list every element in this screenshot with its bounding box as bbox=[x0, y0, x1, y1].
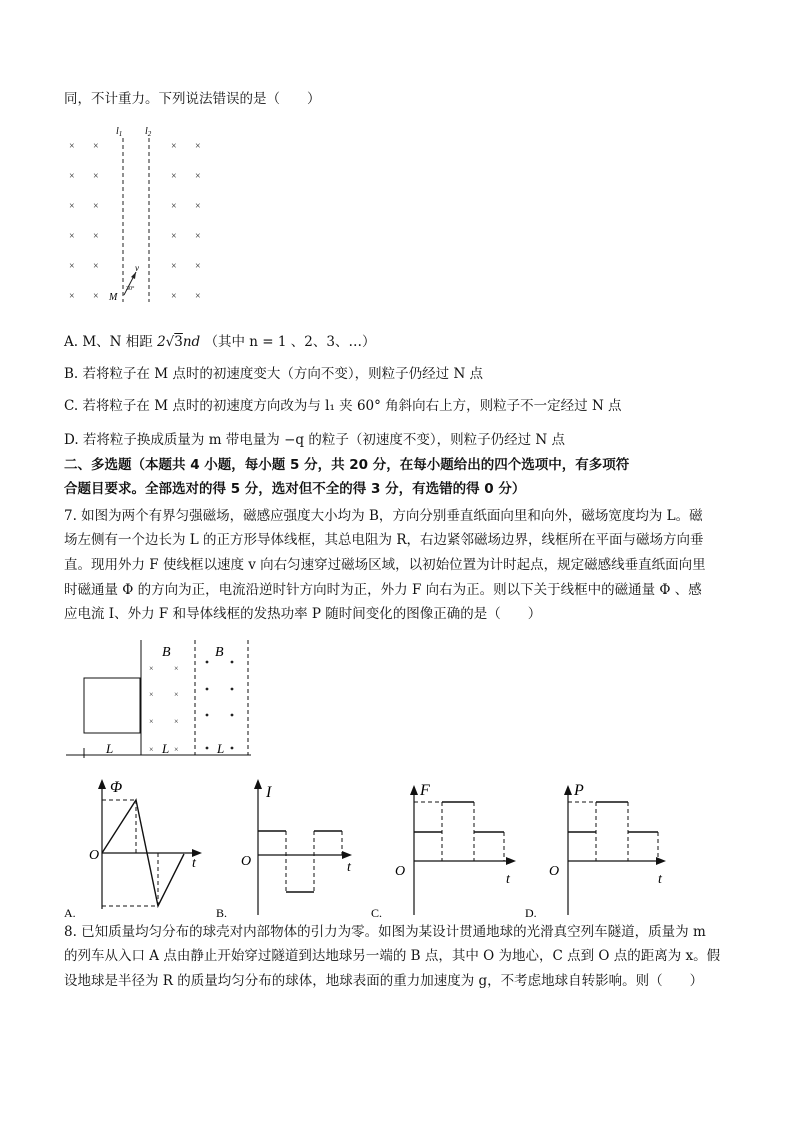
svg-text:×: × bbox=[149, 664, 154, 673]
label-v: v bbox=[135, 263, 139, 273]
svg-text:×: × bbox=[69, 201, 75, 212]
axis-label-t: t bbox=[658, 872, 662, 887]
svg-text:×: × bbox=[174, 664, 179, 673]
q7-field-figure bbox=[64, 640, 264, 765]
label-l2: $l_2$ bbox=[145, 126, 152, 138]
option-label-d: D. bbox=[525, 906, 537, 920]
svg-text:×: × bbox=[171, 261, 177, 272]
q6-magnetic-field-figure bbox=[60, 120, 220, 310]
cross-mark: × bbox=[69, 141, 75, 152]
q6-option-a: A. M、N 相距 2√3nd （其中 n = 1 、2、3、…） bbox=[64, 334, 376, 350]
label-M: M bbox=[109, 292, 118, 303]
q8-stem-line3: 设地球是半径为 R 的质量均匀分布的球体，地球表面的重力加速度为 g，不考虑地球自转影响。则（ ） bbox=[64, 973, 704, 989]
svg-text:×: × bbox=[69, 291, 75, 302]
axis-label-t: t bbox=[506, 872, 510, 887]
axis-label-F: F bbox=[420, 782, 430, 799]
label-angle: 30° bbox=[126, 286, 135, 292]
svg-text:×: × bbox=[69, 261, 75, 272]
svg-text:×: × bbox=[69, 171, 75, 182]
q7-stem-line1: 7. 如图为两个有界匀强磁场，磁感应强度大小均为 B，方向分别垂直纸面向里和向外，磁场宽度均为 L。磁 bbox=[64, 508, 703, 524]
axis-label-t: t bbox=[192, 856, 196, 871]
axis-arrow-icon bbox=[254, 779, 262, 789]
q8-stem-line1: 8. 已知质量均匀分布的球壳对内部物体的引力为零。如图为某设计贯通地球的光滑真空列车隧道，质量为 m bbox=[64, 924, 706, 940]
label-L3: L bbox=[217, 741, 225, 756]
svg-text:×: × bbox=[93, 231, 99, 242]
q7-stem-line2: 场左侧有一个边长为 L 的正方形导体线框，其总电阻为 R，右边紧邻磁场边界，线框所在平面与磁场方向垂 bbox=[64, 532, 704, 548]
axis-label-I: I bbox=[266, 784, 272, 801]
svg-text:×: × bbox=[93, 261, 99, 272]
graph-d-power bbox=[524, 775, 674, 920]
axis-arrow-icon bbox=[506, 857, 516, 865]
svg-text:×: × bbox=[195, 141, 201, 152]
svg-text:×: × bbox=[171, 291, 177, 302]
label-l1: $l_1$ bbox=[116, 126, 123, 138]
svg-text:×: × bbox=[93, 201, 99, 212]
option-label-b: B. bbox=[216, 906, 228, 920]
arrow-head-icon bbox=[131, 272, 136, 279]
origin-label: O bbox=[89, 848, 100, 863]
svg-text:×: × bbox=[195, 231, 201, 242]
axis-label-phi: Φ bbox=[110, 779, 123, 796]
svg-text:×: × bbox=[174, 745, 179, 754]
svg-text:×: × bbox=[171, 141, 177, 152]
section2-heading-line2: 合题目要求。全部选对的得 5 分，选对但不全的得 3 分，有选错的得 0 分） bbox=[64, 481, 526, 497]
svg-text:×: × bbox=[69, 231, 75, 242]
q7-stem-line4: 时磁通量 Φ 的方向为正，电流沿逆时针方向时为正，外力 F 向右为正。则以下关于线框中的磁通量 Φ 、感 bbox=[64, 582, 702, 598]
option-label-a: A. bbox=[64, 906, 76, 920]
origin-label: O bbox=[549, 864, 560, 879]
graph-c-force bbox=[370, 775, 520, 920]
svg-text:×: × bbox=[174, 690, 179, 699]
q6-option-d: D. 若将粒子换成质量为 m 带电量为 −q 的粒子（初速度不变），则粒子仍经过 N 点 bbox=[64, 432, 565, 448]
svg-text:×: × bbox=[93, 291, 99, 302]
right-field-crosses bbox=[171, 141, 201, 302]
graph-a-flux bbox=[64, 775, 214, 920]
axis-arrow-icon bbox=[342, 851, 352, 859]
axis-arrow-icon bbox=[410, 785, 418, 795]
svg-text:×: × bbox=[171, 171, 177, 182]
origin-label: O bbox=[395, 864, 406, 879]
svg-text:×: × bbox=[195, 201, 201, 212]
svg-text:×: × bbox=[93, 141, 99, 152]
label-B-out: B bbox=[215, 645, 224, 660]
label-L2: L bbox=[162, 741, 170, 756]
section2-heading-line1: 二、多选题（本题共 4 小题，每小题 5 分，共 20 分，在每小题给出的四个选项中，有多项符 bbox=[64, 457, 630, 473]
label-L1: L bbox=[106, 741, 114, 756]
q6-option-b: B. 若将粒子在 M 点时的初速度变大（方向不变），则粒子仍经过 N 点 bbox=[64, 366, 484, 382]
svg-text:×: × bbox=[149, 745, 154, 754]
svg-text:×: × bbox=[171, 231, 177, 242]
label-B-in: B bbox=[162, 645, 171, 660]
svg-text:×: × bbox=[149, 690, 154, 699]
svg-text:×: × bbox=[171, 201, 177, 212]
svg-text:×: × bbox=[93, 171, 99, 182]
svg-text:×: × bbox=[174, 717, 179, 726]
axis-arrow-icon bbox=[98, 779, 106, 789]
left-field-crosses bbox=[69, 141, 99, 302]
option-label-c: C. bbox=[371, 906, 383, 920]
axis-arrow-icon bbox=[564, 785, 572, 795]
svg-text:×: × bbox=[149, 717, 154, 726]
q7-stem-line5: 应电流 I、外力 F 和导体线框的发热功率 P 随时间变化的图像正确的是（ ） bbox=[64, 606, 542, 622]
origin-label: O bbox=[241, 854, 252, 869]
square-coil bbox=[84, 678, 140, 733]
axis-label-P: P bbox=[574, 782, 584, 799]
q6-option-c: C. 若将粒子在 M 点时的初速度方向改为与 l₁ 夹 60° 角斜向右上方，则粒子不一定经过 N 点 bbox=[64, 398, 622, 414]
out-of-page-dots bbox=[206, 661, 234, 750]
svg-text:×: × bbox=[195, 171, 201, 182]
svg-text:×: × bbox=[195, 291, 201, 302]
svg-text:×: × bbox=[195, 261, 201, 272]
q8-stem-line2: 的列车从入口 A 点由静止开始穿过隧道到达地球另一端的 B 点，其中 O 为地心，C 点到 O 点的距离为 x。假 bbox=[64, 948, 721, 964]
q7-stem-line3: 直。现用外力 F 使线框以速度 v 向右匀速穿过磁场区域，以初始位置为计时起点，规定磁感线垂直纸面向里 bbox=[64, 557, 706, 573]
axis-label-t: t bbox=[347, 860, 351, 875]
q6-stem-tail: 同，不计重力。下列说法错误的是（ ） bbox=[64, 91, 321, 107]
graph-b-current bbox=[216, 775, 366, 920]
